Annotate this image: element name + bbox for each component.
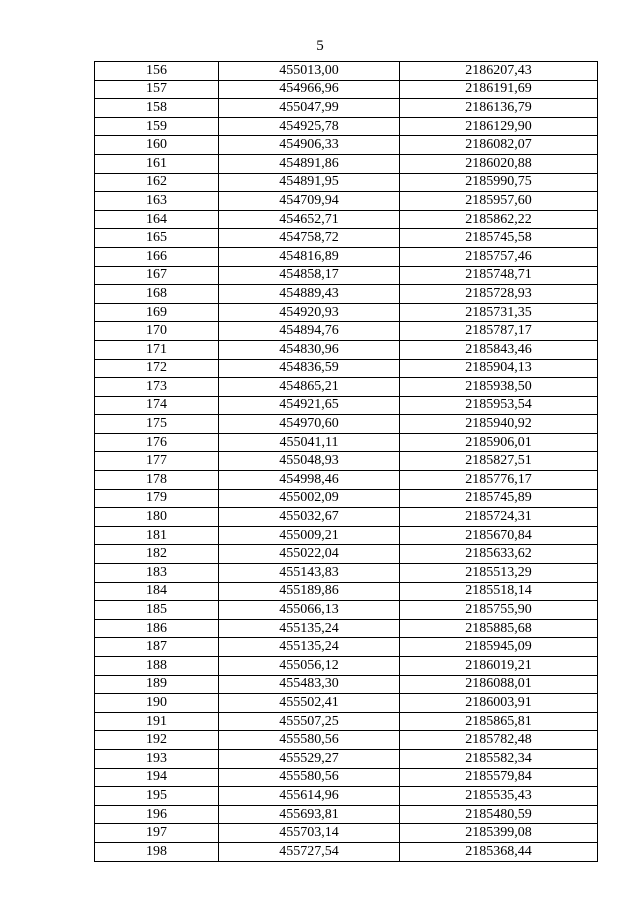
x-coordinate-cell: 455066,13	[219, 601, 400, 620]
point-number-cell: 173	[95, 378, 219, 397]
table-row	[95, 117, 598, 136]
point-number-cell: 167	[95, 266, 219, 285]
point-number-cell: 196	[95, 805, 219, 824]
y-coordinate-cell: 2185782,48	[400, 731, 598, 750]
y-coordinate-cell: 2185399,08	[400, 824, 598, 843]
x-coordinate-cell: 454906,33	[219, 136, 400, 155]
table-row	[95, 489, 598, 508]
y-coordinate-cell: 2185755,90	[400, 601, 598, 620]
point-number-cell: 170	[95, 322, 219, 341]
y-coordinate-cell: 2185480,59	[400, 805, 598, 824]
point-number-cell: 188	[95, 657, 219, 676]
table-row	[95, 824, 598, 843]
x-coordinate-cell: 455041,11	[219, 433, 400, 452]
x-coordinate-cell: 455002,09	[219, 489, 400, 508]
point-number-cell: 178	[95, 471, 219, 490]
table-row	[95, 657, 598, 676]
y-coordinate-cell: 2185513,29	[400, 564, 598, 583]
table-row	[95, 675, 598, 694]
y-coordinate-cell: 2185945,09	[400, 638, 598, 657]
point-number-cell: 197	[95, 824, 219, 843]
y-coordinate-cell: 2185745,89	[400, 489, 598, 508]
table-row	[95, 340, 598, 359]
y-coordinate-cell: 2185787,17	[400, 322, 598, 341]
point-number-cell: 185	[95, 601, 219, 620]
table-row	[95, 619, 598, 638]
x-coordinate-cell: 455047,99	[219, 99, 400, 118]
x-coordinate-cell: 455580,56	[219, 768, 400, 787]
table-row	[95, 638, 598, 657]
table-row	[95, 582, 598, 601]
y-coordinate-cell: 2186191,69	[400, 80, 598, 99]
point-number-cell: 162	[95, 173, 219, 192]
point-number-cell: 180	[95, 508, 219, 527]
point-number-cell: 192	[95, 731, 219, 750]
table-row	[95, 322, 598, 341]
x-coordinate-cell: 455009,21	[219, 526, 400, 545]
point-number-cell: 159	[95, 117, 219, 136]
point-number-cell: 163	[95, 192, 219, 211]
table-row	[95, 768, 598, 787]
table-row	[95, 136, 598, 155]
y-coordinate-cell: 2185633,62	[400, 545, 598, 564]
point-number-cell: 166	[95, 247, 219, 266]
x-coordinate-cell: 454889,43	[219, 285, 400, 304]
x-coordinate-cell: 454925,78	[219, 117, 400, 136]
point-number-cell: 158	[95, 99, 219, 118]
table-row	[95, 712, 598, 731]
point-number-cell: 165	[95, 229, 219, 248]
point-number-cell: 156	[95, 62, 219, 81]
point-number-cell: 198	[95, 842, 219, 861]
x-coordinate-cell: 455529,27	[219, 749, 400, 768]
x-coordinate-cell: 454836,59	[219, 359, 400, 378]
x-coordinate-cell: 454966,96	[219, 80, 400, 99]
point-number-cell: 171	[95, 340, 219, 359]
point-number-cell: 189	[95, 675, 219, 694]
x-coordinate-cell: 454891,95	[219, 173, 400, 192]
point-number-cell: 157	[95, 80, 219, 99]
x-coordinate-cell: 455580,56	[219, 731, 400, 750]
x-coordinate-cell: 455135,24	[219, 638, 400, 657]
y-coordinate-cell: 2185776,17	[400, 471, 598, 490]
y-coordinate-cell: 2185724,31	[400, 508, 598, 527]
x-coordinate-cell: 455135,24	[219, 619, 400, 638]
table-row	[95, 694, 598, 713]
point-number-cell: 190	[95, 694, 219, 713]
point-number-cell: 181	[95, 526, 219, 545]
y-coordinate-cell: 2186129,90	[400, 117, 598, 136]
table-row	[95, 396, 598, 415]
y-coordinate-cell: 2185990,75	[400, 173, 598, 192]
point-number-cell: 195	[95, 787, 219, 806]
table-row	[95, 433, 598, 452]
x-coordinate-cell: 454998,46	[219, 471, 400, 490]
y-coordinate-cell: 2185827,51	[400, 452, 598, 471]
table-row	[95, 173, 598, 192]
y-coordinate-cell: 2185865,81	[400, 712, 598, 731]
y-coordinate-cell: 2185906,01	[400, 433, 598, 452]
table-row	[95, 303, 598, 322]
point-number-cell: 161	[95, 154, 219, 173]
point-number-cell: 164	[95, 210, 219, 229]
point-number-cell: 176	[95, 433, 219, 452]
table-row	[95, 62, 598, 81]
point-number-cell: 183	[95, 564, 219, 583]
point-number-cell: 191	[95, 712, 219, 731]
table-row	[95, 99, 598, 118]
point-number-cell: 172	[95, 359, 219, 378]
y-coordinate-cell: 2185745,58	[400, 229, 598, 248]
table-row	[95, 842, 598, 861]
y-coordinate-cell: 2186019,21	[400, 657, 598, 676]
point-number-cell: 184	[95, 582, 219, 601]
table-row	[95, 378, 598, 397]
point-number-cell: 175	[95, 415, 219, 434]
x-coordinate-cell: 455614,96	[219, 787, 400, 806]
table-row	[95, 471, 598, 490]
x-coordinate-cell: 455507,25	[219, 712, 400, 731]
y-coordinate-cell: 2185731,35	[400, 303, 598, 322]
y-coordinate-cell: 2185579,84	[400, 768, 598, 787]
y-coordinate-cell: 2185904,13	[400, 359, 598, 378]
point-number-cell: 182	[95, 545, 219, 564]
y-coordinate-cell: 2185843,46	[400, 340, 598, 359]
x-coordinate-cell: 454830,96	[219, 340, 400, 359]
y-coordinate-cell: 2186136,79	[400, 99, 598, 118]
coordinates-table-body	[95, 62, 598, 862]
table-row	[95, 452, 598, 471]
x-coordinate-cell: 455032,67	[219, 508, 400, 527]
coordinates-table	[94, 61, 598, 862]
y-coordinate-cell: 2186207,43	[400, 62, 598, 81]
table-row	[95, 285, 598, 304]
table-row	[95, 508, 598, 527]
y-coordinate-cell: 2185582,34	[400, 749, 598, 768]
x-coordinate-cell: 454709,94	[219, 192, 400, 211]
y-coordinate-cell: 2185518,14	[400, 582, 598, 601]
y-coordinate-cell: 2185938,50	[400, 378, 598, 397]
point-number-cell: 174	[95, 396, 219, 415]
table-row	[95, 247, 598, 266]
y-coordinate-cell: 2185757,46	[400, 247, 598, 266]
table-row	[95, 749, 598, 768]
y-coordinate-cell: 2185368,44	[400, 842, 598, 861]
y-coordinate-cell: 2185728,93	[400, 285, 598, 304]
x-coordinate-cell: 455056,12	[219, 657, 400, 676]
table-row	[95, 564, 598, 583]
point-number-cell: 179	[95, 489, 219, 508]
point-number-cell: 177	[95, 452, 219, 471]
x-coordinate-cell: 455189,86	[219, 582, 400, 601]
y-coordinate-cell: 2186088,01	[400, 675, 598, 694]
x-coordinate-cell: 454816,89	[219, 247, 400, 266]
y-coordinate-cell: 2185885,68	[400, 619, 598, 638]
x-coordinate-cell: 455502,41	[219, 694, 400, 713]
table-row	[95, 601, 598, 620]
table-row	[95, 731, 598, 750]
x-coordinate-cell: 454920,93	[219, 303, 400, 322]
x-coordinate-cell: 455013,00	[219, 62, 400, 81]
y-coordinate-cell: 2185748,71	[400, 266, 598, 285]
table-row	[95, 787, 598, 806]
table-row	[95, 192, 598, 211]
point-number-cell: 194	[95, 768, 219, 787]
y-coordinate-cell: 2186020,88	[400, 154, 598, 173]
point-number-cell: 160	[95, 136, 219, 155]
x-coordinate-cell: 454758,72	[219, 229, 400, 248]
y-coordinate-cell: 2185670,84	[400, 526, 598, 545]
x-coordinate-cell: 455048,93	[219, 452, 400, 471]
point-number-cell: 186	[95, 619, 219, 638]
x-coordinate-cell: 455703,14	[219, 824, 400, 843]
table-row	[95, 545, 598, 564]
table-row	[95, 229, 598, 248]
x-coordinate-cell: 454652,71	[219, 210, 400, 229]
table-row	[95, 154, 598, 173]
table-row	[95, 266, 598, 285]
x-coordinate-cell: 455727,54	[219, 842, 400, 861]
x-coordinate-cell: 454970,60	[219, 415, 400, 434]
x-coordinate-cell: 454894,76	[219, 322, 400, 341]
y-coordinate-cell: 2185535,43	[400, 787, 598, 806]
y-coordinate-cell: 2185940,92	[400, 415, 598, 434]
x-coordinate-cell: 455483,30	[219, 675, 400, 694]
y-coordinate-cell: 2186082,07	[400, 136, 598, 155]
point-number-cell: 168	[95, 285, 219, 304]
x-coordinate-cell: 454891,86	[219, 154, 400, 173]
table-row	[95, 359, 598, 378]
table-row	[95, 415, 598, 434]
point-number-cell: 193	[95, 749, 219, 768]
table-row	[95, 80, 598, 99]
table-row	[95, 805, 598, 824]
y-coordinate-cell: 2185957,60	[400, 192, 598, 211]
x-coordinate-cell: 454921,65	[219, 396, 400, 415]
page-number: 5	[316, 38, 324, 54]
x-coordinate-cell: 455143,83	[219, 564, 400, 583]
point-number-cell: 187	[95, 638, 219, 657]
table-row	[95, 210, 598, 229]
y-coordinate-cell: 2185953,54	[400, 396, 598, 415]
point-number-cell: 169	[95, 303, 219, 322]
x-coordinate-cell: 455693,81	[219, 805, 400, 824]
x-coordinate-cell: 455022,04	[219, 545, 400, 564]
table-row	[95, 526, 598, 545]
y-coordinate-cell: 2186003,91	[400, 694, 598, 713]
x-coordinate-cell: 454865,21	[219, 378, 400, 397]
x-coordinate-cell: 454858,17	[219, 266, 400, 285]
y-coordinate-cell: 2185862,22	[400, 210, 598, 229]
